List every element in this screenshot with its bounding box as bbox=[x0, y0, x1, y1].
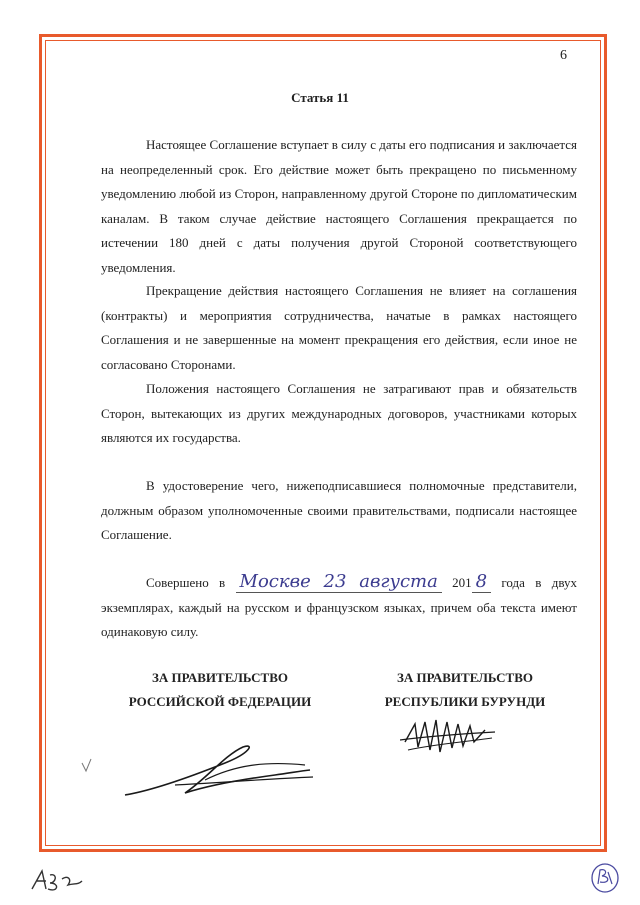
done-prefix: Совершено в bbox=[146, 575, 226, 590]
signatory-left-line1: ЗА ПРАВИТЕЛЬСТВО bbox=[151, 670, 289, 685]
signature-burundi bbox=[400, 712, 500, 762]
signatory-right-line2: РЕСПУБЛИКИ БУРУНДИ bbox=[384, 694, 546, 709]
check-mark bbox=[80, 757, 94, 775]
paragraph-entry-into-force: Настоящее Соглашение вступает в силу с даты его подписания и заключается на неопределенный срок. Его действие может быть прекращено по письменному уведомлению любой из Сторон, направленному другой Стороне по дипломатическим каналам. В таком случае действие настоящего Соглашения прекращается по истечении 180 дней с даты получения другой Стороной соответствующего уведомления. bbox=[101, 137, 577, 275]
initials-mark-circled bbox=[588, 860, 623, 895]
signatory-block-russia bbox=[115, 666, 325, 714]
signature-russia bbox=[115, 735, 325, 810]
done-at-clause bbox=[101, 570, 577, 645]
article-title: Статья 11 bbox=[291, 90, 349, 105]
signatory-block-burundi bbox=[370, 666, 560, 714]
signatory-right-line1: ЗА ПРАВИТЕЛЬСТВО bbox=[396, 670, 534, 685]
done-suffix: года в двух экземплярах, каждый на русском и французском языках, причем оба текста имеют одинаковую силу. bbox=[101, 575, 578, 639]
paragraph-other-treaties: Положения настоящего Соглашения не затрагивают прав и обязательств Сторон, вытекающих из других международных договоров, участниками которых являются их государства. bbox=[101, 381, 577, 445]
page-number: 6 bbox=[560, 48, 567, 63]
initials-mark bbox=[28, 865, 88, 895]
paragraph-in-witness: В удостоверение чего, нижеподписавшиеся полномочные представители, должным образом уполномоченные своими правительствами, подписали настоящее Соглашение. bbox=[101, 478, 577, 542]
paragraph-termination-effect: Прекращение действия настоящего Соглашения не влияет на соглашения (контракты) и мероприятия сотрудничества, начатые в рамках настоящего Соглашения и не завершенные на момент прекращения его действия, если иное не согласовано Сторонами. bbox=[101, 283, 577, 372]
handwritten-year-digit: 8 bbox=[472, 571, 491, 593]
signatory-left-line2: РОССИЙСКОЙ ФЕДЕРАЦИИ bbox=[128, 694, 312, 709]
year-prefix: 201 bbox=[452, 575, 472, 590]
handwritten-place-date: Москве 23 августа bbox=[236, 571, 442, 593]
